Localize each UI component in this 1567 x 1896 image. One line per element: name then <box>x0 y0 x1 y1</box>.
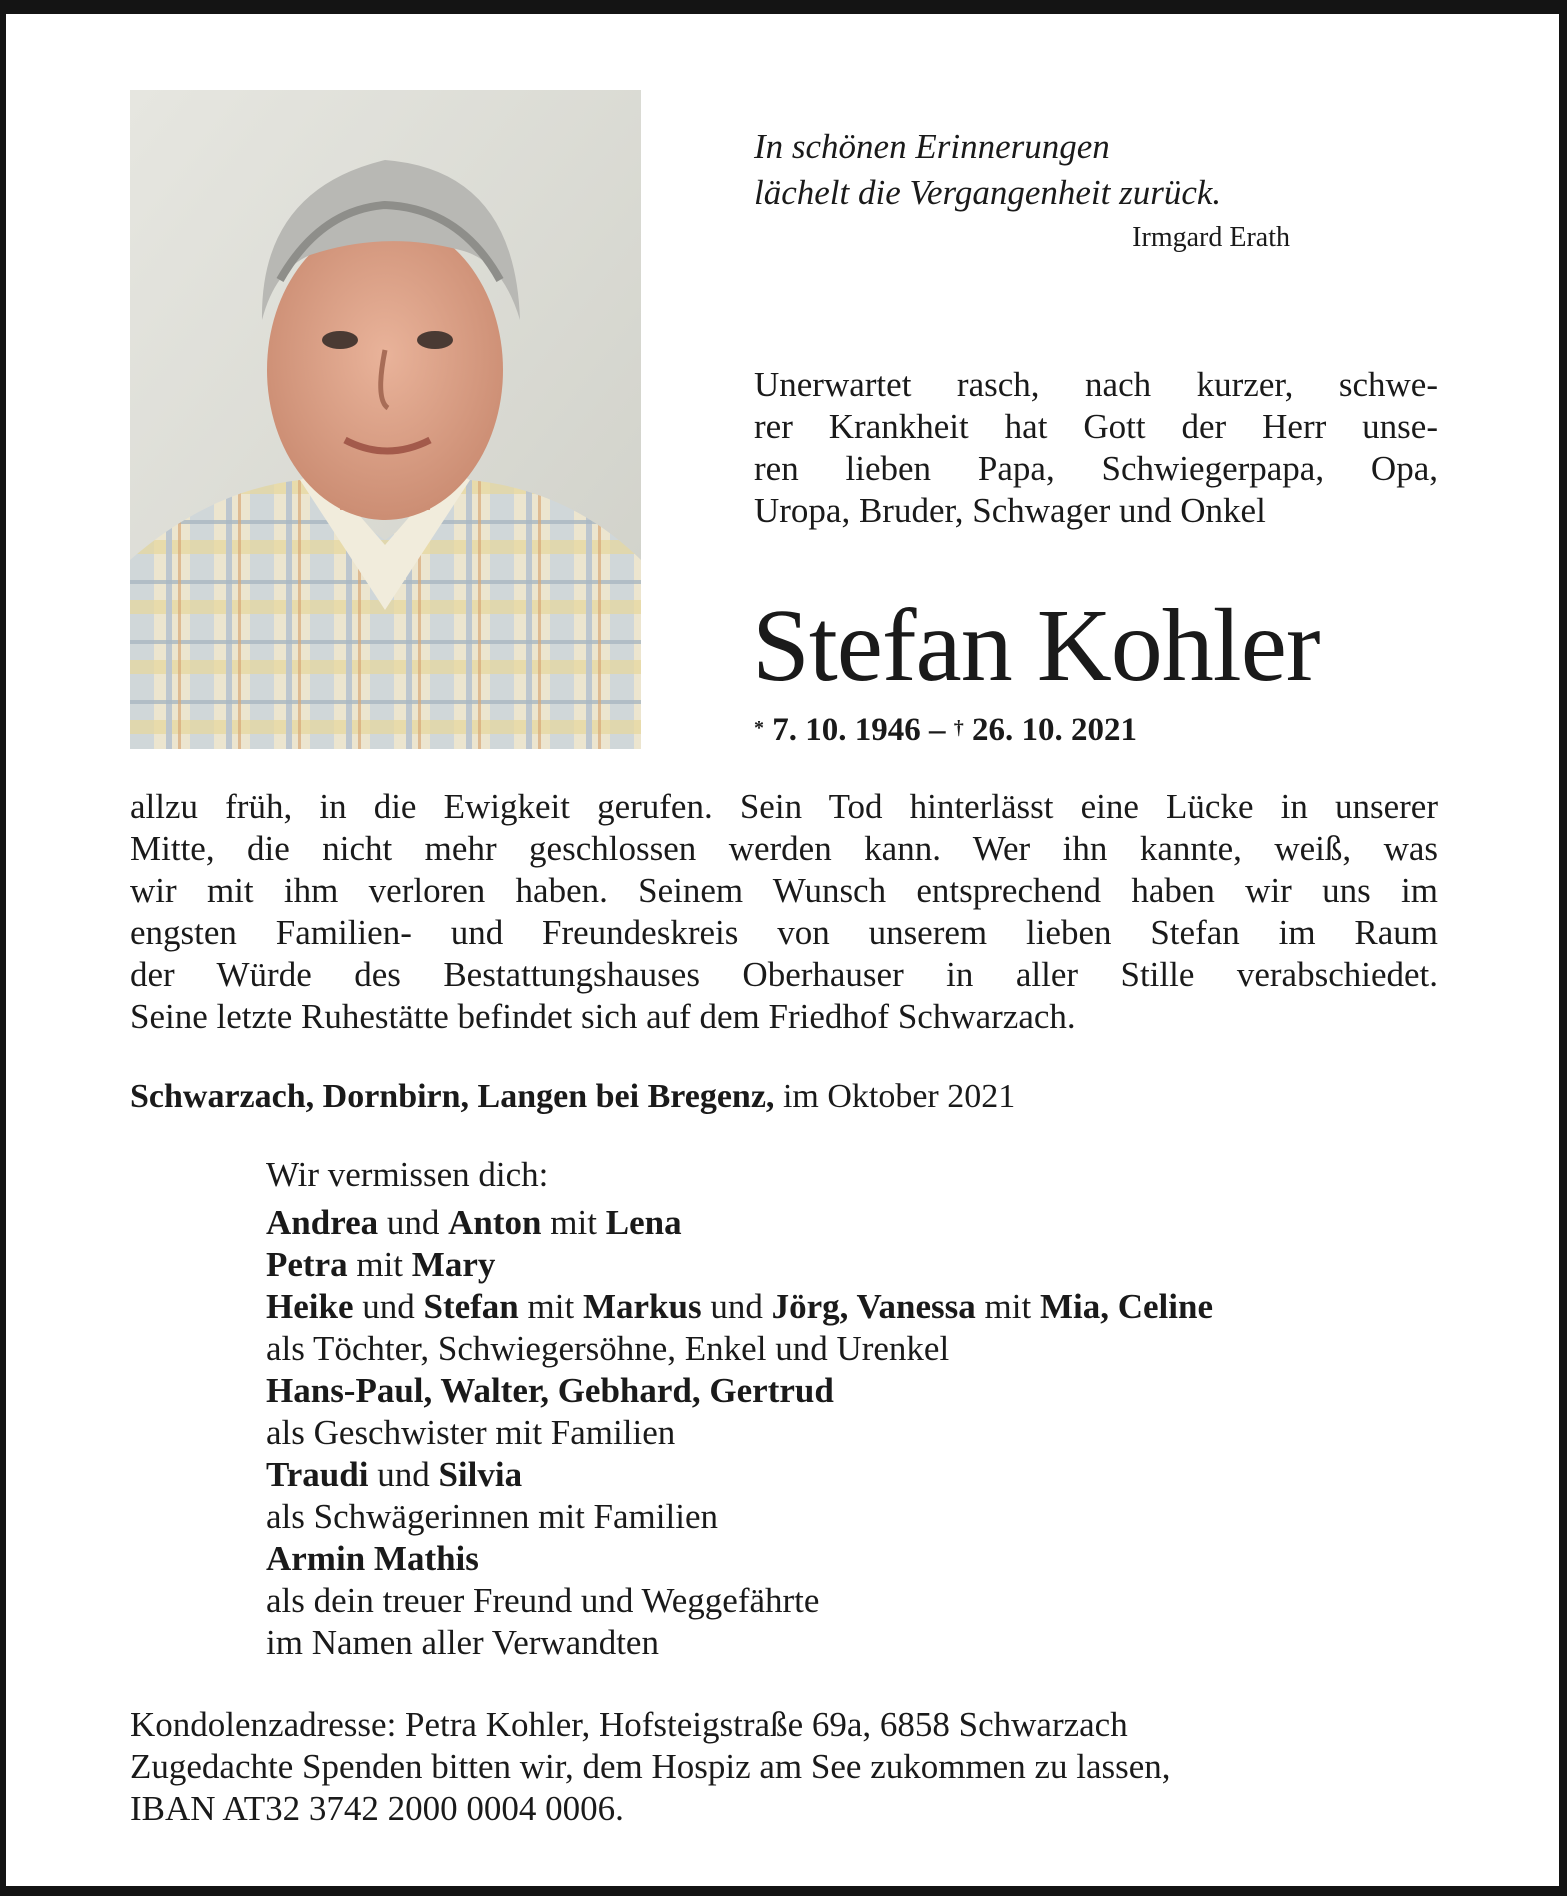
mourner-name: Mary <box>411 1245 496 1284</box>
mourner-name: Silvia <box>438 1455 523 1494</box>
place-date <box>130 1078 1015 1116</box>
mourner-name: Lena <box>605 1203 682 1242</box>
connector: und <box>353 1287 424 1326</box>
mourner-line <box>266 1454 1213 1496</box>
places: Schwarzach, Dornbirn, Langen bei Bregenz, <box>130 1078 775 1115</box>
relation-line: als dein treuer Freund und Weggefährte <box>266 1581 820 1620</box>
mourner-name: Stefan <box>423 1287 519 1326</box>
connector: und <box>701 1287 772 1326</box>
quote-line: lächelt die Vergangenheit zurück. <box>754 173 1222 212</box>
intro-line: ren lieben Papa, Schwiegerpapa, Opa, <box>754 449 1438 488</box>
we-miss-you: Wir vermissen dich: <box>266 1155 549 1194</box>
intro-line: rer Krankheit hat Gott der Herr unse- <box>754 407 1438 446</box>
mourner-line <box>266 1244 1213 1286</box>
deceased-name: Stefan Kohler <box>752 588 1320 703</box>
connector: und <box>368 1455 439 1494</box>
connector: mit <box>518 1287 583 1326</box>
portrait-photo <box>130 90 641 749</box>
mourner-line <box>266 1202 1213 1244</box>
intro-line: Uropa, Bruder, Schwager und Onkel <box>754 491 1266 530</box>
death-date: 26. 10. 2021 <box>972 712 1137 748</box>
body-line: Mitte, die nicht mehr geschlossen werden kann. Wer ihn kannte, weiß, was <box>130 829 1438 868</box>
mourner-name: Jörg, Vanessa <box>771 1287 976 1326</box>
connector: mit <box>347 1245 412 1284</box>
iban: IBAN AT32 3742 2000 0004 0006. <box>130 1789 624 1828</box>
relation-line: als Töchter, Schwiegersöhne, Enkel und Urenkel <box>266 1329 950 1368</box>
mourner-name: Heike <box>266 1287 354 1326</box>
mourners-list <box>266 1154 1213 1664</box>
birth-date: 7. 10. 1946 <box>772 712 921 748</box>
quote-author: Irmgard Erath <box>1132 222 1290 253</box>
mourner-name: Armin Mathis <box>266 1539 479 1578</box>
relation-line: im Namen aller Verwandten <box>266 1623 659 1662</box>
body-line: der Würde des Bestattungshauses Oberhauser in aller Stille verabschiedet. <box>130 955 1438 994</box>
body-line: wir mit ihm verloren haben. Seinem Wunsch entsprechend haben wir uns im <box>130 871 1438 910</box>
mourner-line <box>266 1286 1213 1328</box>
mourner-name: Mia, Celine <box>1039 1287 1214 1326</box>
mourner-name: Andrea <box>266 1203 379 1242</box>
dates-dash: – <box>929 712 946 748</box>
relation-line: als Geschwister mit Familien <box>266 1413 676 1452</box>
mourner-line <box>266 1538 1213 1580</box>
relation-line: als Schwägerinnen mit Familien <box>266 1497 718 1536</box>
life-dates <box>754 712 1137 749</box>
body-line: allzu früh, in die Ewigkeit gerufen. Sein Tod hinterlässt eine Lücke in unserer <box>130 787 1438 826</box>
birth-mark: * <box>754 717 764 739</box>
mourner-name: Markus <box>582 1287 702 1326</box>
connector: mit <box>975 1287 1040 1326</box>
intro-line: Unerwartet rasch, nach kurzer, schwe- <box>754 365 1438 404</box>
connector: mit <box>541 1203 606 1242</box>
body-line: Seine letzte Ruhestätte befindet sich auf dem Friedhof Schwarzach. <box>130 997 1076 1036</box>
mourner-name: Petra <box>266 1245 348 1284</box>
month-year: im Oktober 2021 <box>774 1078 1016 1115</box>
footer-info <box>130 1704 1171 1830</box>
body-line: engsten Familien- und Freundeskreis von unserem lieben Stefan im Raum <box>130 913 1438 952</box>
condolence-address: Kondolenzadresse: Petra Kohler, Hofsteigstraße 69a, 6858 Schwarzach <box>130 1705 1128 1744</box>
mourner-name: Anton <box>448 1203 542 1242</box>
intro-text <box>754 364 1438 532</box>
mourner-name: Hans-Paul, Walter, Gebhard, Gertrud <box>266 1371 834 1410</box>
death-mark: † <box>953 717 964 739</box>
body-text <box>130 786 1438 1038</box>
memorial-quote <box>754 124 1354 216</box>
mourner-line <box>266 1370 1213 1412</box>
mourner-name: Traudi <box>266 1455 369 1494</box>
connector: und <box>378 1203 449 1242</box>
quote-line: In schönen Erinnerungen <box>754 127 1110 166</box>
donation-note: Zugedachte Spenden bitten wir, dem Hospiz am See zukommen zu lassen, <box>130 1747 1171 1786</box>
